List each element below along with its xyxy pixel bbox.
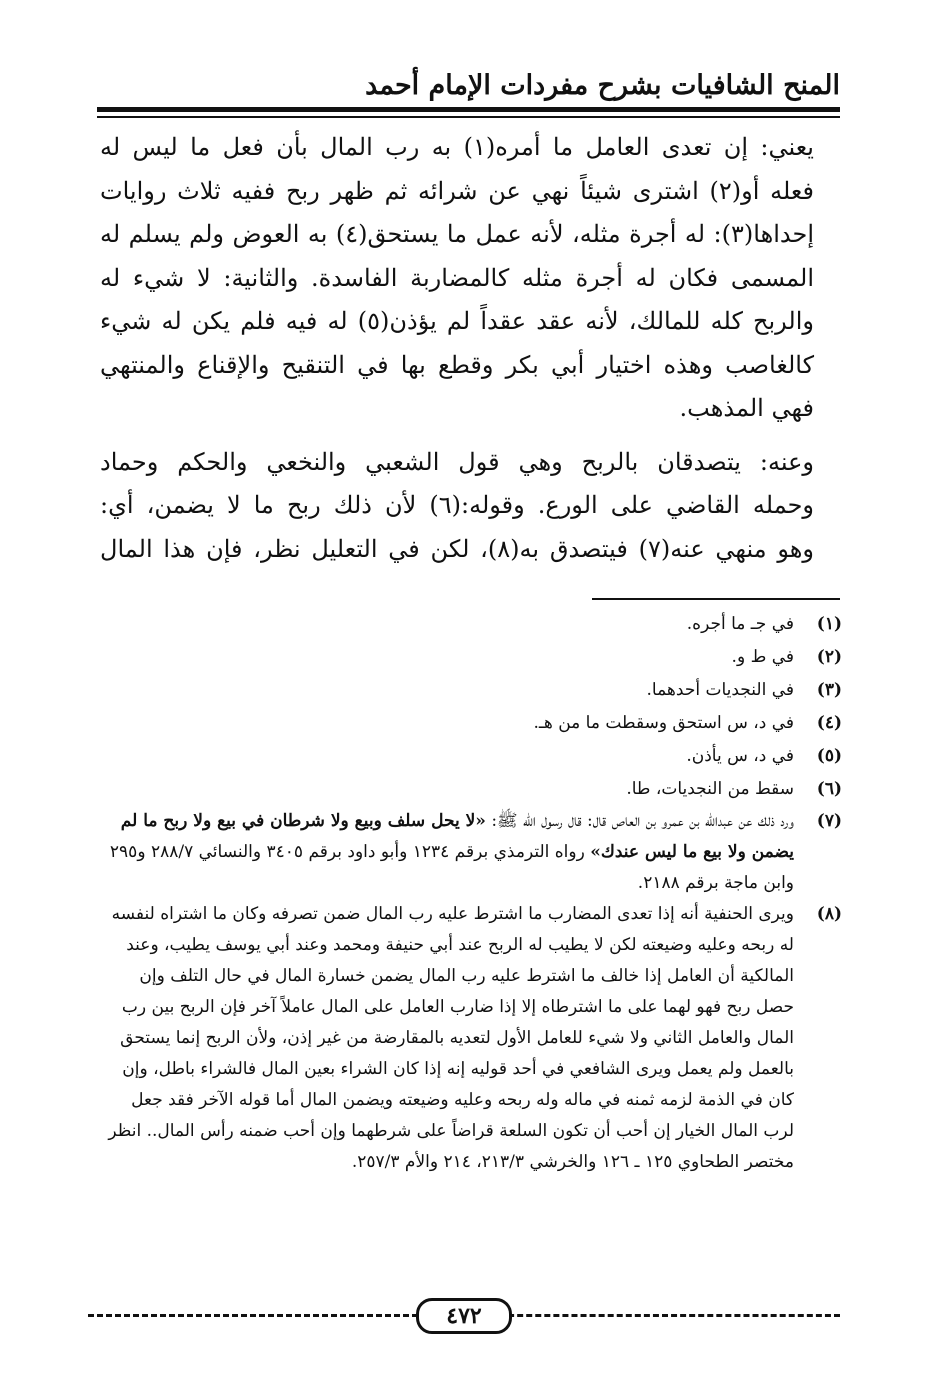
footnote-text: سقط من النجديات، طا. [626,779,794,799]
footnote-text: ويرى الحنفية أنه إذا تعدى المضارب ما اشترط عليه رب المال ضمن تصرفه وكان ما اشتراه لنفسه له ربحه وعليه وضيعته لكن لا يطيب له الربح عند أبي حنيفة ومحمد وعند أبي يوسف يطيب، وعند المالكية أن العامل إذا خالف ما اشترط عليه رب المال يضمن خسارة المال في حال التلف وإن حصل ربح فهو لهما على ما اشترطاه إلا إذا ضارب العامل على المال عاملاً آخر فإن الربح بين رب المال والعامل الثاني ولا شيء للعامل الأول لتعديه بالمقارضة من غير إذن، ولأن الربح إنما يستحق بالعمل ولم يعمل ويرى الشافعي في أحد قوليه إنه إذا كان الشراء بعين المال فالشراء باطل، وإن كان في الذمة لزمه ثمنه في ماله وله ربحه وعليه وضيعته ويضمن المال أما قوله الآخر فقد جعل لرب المال الخيار إن أحب أن تكون السلعة قراضاً على شرطهما وإن أحب ضمنه رأس المال.. انظر مختصر الطحاوي ١٢٥ ـ ١٢٦ والخرشي ٢١٣/٣، ٢١٤ والأم ٢٥٧/٣. [108,904,794,1172]
footnote-text: في د، س استحق وسقطت ما من هـ. [533,713,794,733]
footnote-number: (٢) [816,647,842,667]
footnote [100,608,842,641]
text-line: فهي المذهب. [679,394,814,422]
footer-ornament-left [88,1314,418,1317]
text-line: المسمى فكان له أجرة مثله كالمضاربة الفاسدة. والثانية: لا شيء له [100,263,814,292]
header-rule-thin [97,116,840,118]
text-line: وهو منهي عنه(٧) فيتصدق به(٨)، لكن في التعليل نظر، فإن هذا المال [100,534,814,563]
hadith-quote: «لا يحل سلف وبيع ولا شرطان في بيع ولا ربح ما لم يضمن ولا بيع ما ليس عندك» [120,811,794,862]
text-line: إحداها(٣): له أجرة مثله، لأنه عمل ما يستحق(٤) به العوض ولم يسلم له [100,220,815,248]
footnote-text: ورد ذلك عن عبدالله بن عمرو بن العاص قال: قال رسول الله ﷺ: [485,811,794,831]
text-line: كالغاصب وهذه اختيار أبي بكر وقطع بها في التنقيح والإقناع والمنتهي [100,350,814,379]
main-text [100,126,842,571]
footer-ornament-right [490,1314,840,1317]
footnote [100,773,842,806]
footnote-text: في النجديات أحدهما. [646,680,794,700]
footnote [100,707,842,740]
footnote-number: (٦) [816,779,842,799]
footnote-number: (٨) [816,904,842,924]
text-line: وعنه: يتصدقان بالربح وهي قول الشعبي والنخعي والحكم وحماد [100,447,814,476]
footnote-number: (٤) [816,713,842,733]
footnote-number: (٣) [816,680,842,700]
footnote [100,740,842,773]
footnote [100,674,842,707]
footnote-separator [592,598,840,600]
header-rule-thick [97,107,840,112]
footnotes [100,608,842,1178]
text-line: وحمله القاضي على الورع. وقوله:(٦) لأن ذلك ربح ما لا يضمن، أي: [100,491,814,519]
page-footer [88,1298,840,1332]
footnote-text: في د، س يأذن. [686,746,794,766]
paragraph-2 [100,441,842,572]
page-number: ٤٧٢ [416,1298,512,1334]
footnote-text: في جـ ما أجره. [686,614,794,634]
footnote-text: رواه الترمذي برقم ١٢٣٤ وأبو داود برقم ٣٤٠٥ والنسائي ٢٨٨/٧ و٢٩٥ وابن ماجة برقم ٢١٨٨. [109,842,794,893]
footnote [100,806,842,899]
footnote-number: (١) [816,614,842,634]
footnote [100,641,842,674]
text-line: والربح كله للمالك، لأنه عقد عقداً لم يؤذن(٥) له فيه فلم يكن له شيء [100,307,814,335]
footnote [100,899,842,1178]
text-line: فعله أو(٢) اشترى شيئاً نهي عن شرائه ثم ظهر ربح ففيه ثلاث روايات [100,176,814,205]
footnote-number: (٥) [816,746,842,766]
footnote-number: (٧) [816,811,842,831]
running-title: المنح الشافيات بشرح مفردات الإمام أحمد [365,70,840,101]
footnote-text: في ط و. [731,647,794,667]
text-line: يعني: إن تعدى العامل ما أمره(١) به رب المال بأن فعل ما ليس له [100,133,814,161]
paragraph-1 [100,126,842,431]
